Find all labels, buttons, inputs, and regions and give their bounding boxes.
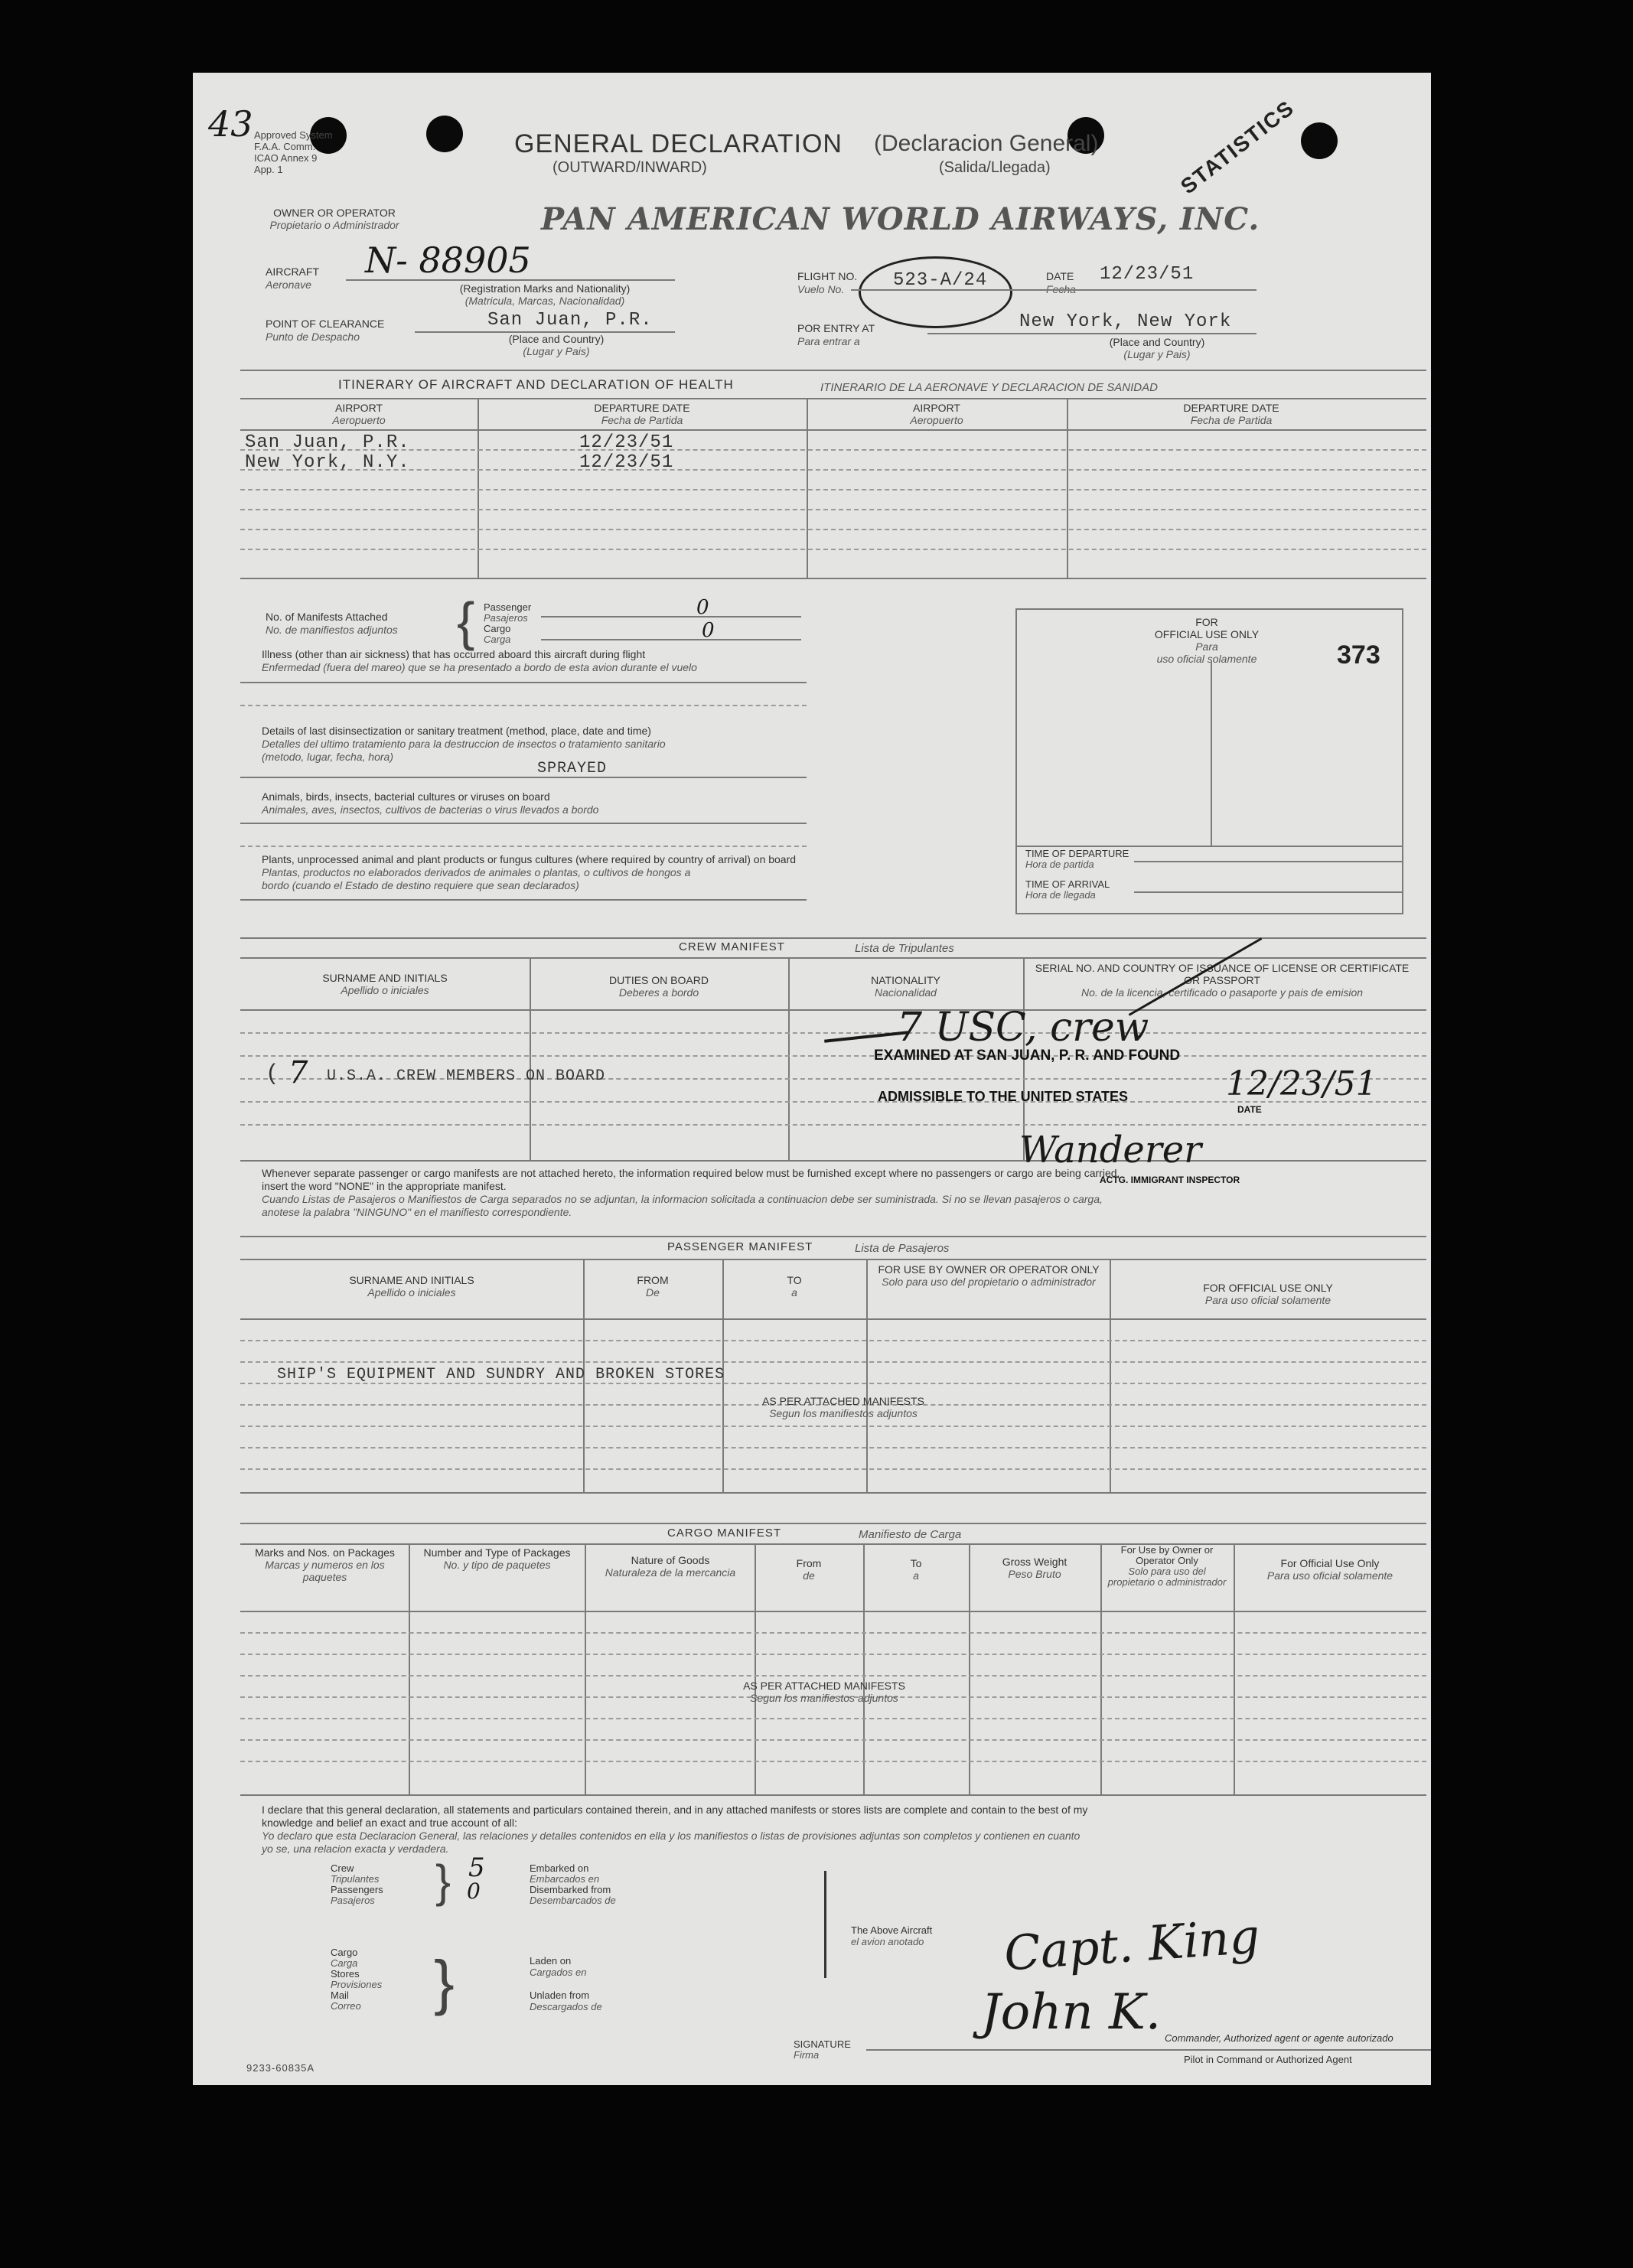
crew-total-label: Crew Tripulantes Passengers Pasajeros <box>331 1862 383 1906</box>
immigration-signature: Wanderer <box>1019 1129 1202 1171</box>
official-use-heading: FOR OFFICIAL USE ONLY Para uso oficial solamente <box>1154 616 1260 665</box>
crew-row-line <box>240 1124 1426 1126</box>
section-rule <box>240 1523 1426 1524</box>
aircraft-value: N- 88905 <box>365 240 531 281</box>
form-subtitle-es: (Salida/Llegada) <box>939 159 1051 176</box>
pax-entry: SHIP'S EQUIPMENT AND SUNDRY AND BROKEN STORES <box>277 1366 725 1383</box>
pax-to-header: TO a <box>787 1274 802 1299</box>
manifest-line <box>541 639 801 640</box>
cargo-col-divider <box>585 1543 586 1794</box>
pax-row-line <box>240 1426 1426 1427</box>
cargo-col-divider <box>1100 1543 1102 1794</box>
cargo-attached: AS PER ATTACHED MANIFESTS Segun los manifiestos adjuntos <box>743 1680 905 1704</box>
date-value: 12/23/51 <box>1100 264 1195 285</box>
form-number: 9233-60835A <box>246 2062 315 2074</box>
flight-circle <box>859 256 1012 328</box>
cargo-row-line <box>240 1739 1426 1741</box>
pax-row-line <box>240 1468 1426 1470</box>
itin-row-line <box>240 489 1426 490</box>
cargo-row-line <box>240 1675 1426 1677</box>
itin-airport-header: AIRPORT Aeropuerto <box>332 402 386 426</box>
cargo-row-line <box>240 1632 1426 1634</box>
itin-row-line <box>240 578 1426 579</box>
health-line <box>240 846 807 847</box>
cargo-nature-header: Nature of Goods Naturaleza de la mercancia <box>605 1554 736 1579</box>
manifests-types: Passenger Pasajeros Cargo Carga <box>484 601 532 645</box>
manifest-cargo-value: 0 <box>702 619 715 642</box>
health-line <box>240 682 807 683</box>
crew-total-value: 5 <box>468 1853 485 1883</box>
crew-row-line <box>240 1032 1426 1034</box>
cargo-row-line <box>240 1611 1426 1612</box>
immigration-stamp-line2: ADMISSIBLE TO THE UNITED STATES <box>878 1089 1129 1104</box>
cargo-row-line <box>240 1718 1426 1719</box>
signature-line <box>866 2049 1431 2051</box>
manifest-line <box>541 616 801 618</box>
punch-hole <box>426 116 463 152</box>
owner-value: PAN AMERICAN WORLD AIRWAYS, INC. <box>541 201 1260 237</box>
pax-official-header: FOR OFFICIAL USE ONLY Para uso oficial solamente <box>1203 1282 1333 1306</box>
signature-caption-2: Pilot in Command or Authorized Agent <box>1184 2054 1352 2065</box>
pax-row-line <box>240 1318 1426 1320</box>
cargo-weight-header: Gross Weight Peso Bruto <box>1002 1556 1067 1580</box>
itin-row-date: 12/23/51 <box>579 432 674 453</box>
itin-row-line <box>240 449 1426 451</box>
statistics-stamp: STATISTICS <box>1176 95 1299 199</box>
laden-labels: Laden on Cargados en Unladen from Descargados de <box>530 1955 602 2012</box>
official-rule <box>1134 891 1403 893</box>
manifest-notice: Whenever separate passenger or cargo manifests are not attached hereto, the information required below must be furnished except where no passengers or cargo are being carried, insert the word "NONE" in the appropriate manifest. Cuando Listas de Pasajeros o Manifiestos de Carga separados no se adjuntan, la informacion solicitada a continuacion debe ser suministrada. Si no se llevan pasajeros o carga, anotese la palabra "NINGUNO" en el manifiesto correspondiente. <box>262 1167 1120 1218</box>
pax-attached: AS PER ATTACHED MANIFESTS Segun los manifiestos adjuntos <box>762 1395 924 1419</box>
cargo-number-header: Number and Type of Packages No. y tipo de paquetes <box>423 1546 571 1571</box>
aircraft-line <box>346 279 675 281</box>
crew-nationality-header: NATIONALITY Nacionalidad <box>871 974 940 999</box>
manifests-brace: { <box>457 591 475 651</box>
immigration-stamp-line1: EXAMINED AT SAN JUAN, P. R. AND FOUND <box>874 1048 1181 1064</box>
disinsect-value: SPRAYED <box>537 760 608 777</box>
immigration-stamp-date: 12/23/51 <box>1226 1064 1377 1103</box>
form-title-es: (Declaracion General) <box>874 131 1099 156</box>
passenger-title: PASSENGER MANIFEST <box>667 1240 813 1253</box>
cargo-title: CARGO MANIFEST <box>667 1527 782 1540</box>
section-rule <box>240 398 1426 399</box>
totals-brace: } <box>435 1856 451 1907</box>
signature-label: SIGNATURE Firma <box>794 2038 851 2061</box>
owner-label: OWNER OR OPERATOR Propietario o Administrador <box>269 207 399 231</box>
declaration-form <box>193 73 1431 2085</box>
itinerary-title: ITINERARY OF AIRCRAFT AND DECLARATION OF HEALTH <box>338 377 734 392</box>
itin-departure-header: DEPARTURE DATE Fecha de Partida <box>594 402 690 426</box>
itin-row-airport: San Juan, P.R. <box>245 432 410 453</box>
itin-airport-header-2: AIRPORT Aeropuerto <box>910 402 963 426</box>
crew-serial-header: SERIAL NO. AND COUNTRY OF ISSUANCE OF LICENSE OR CERTIFICATE OR PASSPORT No. de la licencia, certificado o pasaporte y pais de emision <box>1035 962 1410 999</box>
pax-owner-header: FOR USE BY OWNER OR OPERATOR ONLY Solo para uso del propietario o administrador <box>878 1263 1100 1288</box>
entry-value: New York, New York <box>1019 311 1232 332</box>
crew-row-line <box>240 1160 1426 1162</box>
illness-label: Illness (other than air sickness) that has occurred aboard this aircraft during flight Enfermedad (fuera del mareo) que se ha presentado a bordo de esta avion durante el vuelo <box>262 648 697 673</box>
immigration-date-label: DATE <box>1237 1104 1262 1115</box>
flight-line <box>851 289 1257 291</box>
section-rule <box>240 1259 1426 1260</box>
section-rule <box>240 370 1426 371</box>
section-rule <box>240 1236 1426 1237</box>
pax-name-header: SURNAME AND INITIALS Apellido o iniciales <box>349 1274 474 1299</box>
crew-title: CREW MANIFEST <box>679 940 785 953</box>
pax-col-divider <box>866 1259 868 1492</box>
cargo-total-label: Cargo Carga Stores Provisiones Mail Correo <box>331 1947 383 2012</box>
official-rule <box>1134 861 1403 862</box>
flight-label: FLIGHT NO. Vuelo No. <box>797 270 858 295</box>
crew-row-line <box>240 1055 1426 1057</box>
form-subtitle: (OUTWARD/INWARD) <box>552 159 707 176</box>
health-line <box>240 899 807 901</box>
itin-col-divider <box>807 398 808 578</box>
departure-time-label: TIME OF DEPARTURE Hora de partida <box>1025 848 1129 870</box>
pax-row-line <box>240 1492 1426 1494</box>
entry-label: POR ENTRY AT Para entrar a <box>797 322 875 347</box>
itin-row-date: 12/23/51 <box>579 452 674 473</box>
crew-duties-header: DUTIES ON BOARD Deberes a bordo <box>609 974 709 999</box>
itin-row-line <box>240 529 1426 530</box>
itin-row-airport: New York, N.Y. <box>245 452 410 473</box>
clearance-label: POINT OF CLEARANCE Punto de Despacho <box>266 318 385 343</box>
cargo-row-line <box>240 1794 1426 1796</box>
health-line <box>240 777 807 778</box>
official-rule <box>1015 846 1403 847</box>
animals-label: Animals, birds, insects, bacterial cultures or viruses on board Animales, aves, insectos, cultivos de bacterias o virus llevados a bordo <box>262 790 599 816</box>
entry-line <box>927 333 1257 334</box>
crew-name-header: SURNAME AND INITIALS Apellido o iniciales <box>322 972 448 996</box>
itin-col-divider <box>1067 398 1068 578</box>
itin-row-line <box>240 429 1426 431</box>
crew-title-es: Lista de Tripulantes <box>855 942 954 955</box>
health-line <box>240 823 807 824</box>
official-divider <box>1211 662 1212 846</box>
approval-note: Approved System F.A.A. Comm. ICAO Annex 9 App. 1 <box>254 129 333 175</box>
itin-row-line <box>240 549 1426 550</box>
official-number: 373 <box>1337 640 1380 670</box>
passenger-total-value: 0 <box>467 1879 481 1904</box>
section-rule <box>240 937 1426 939</box>
crew-entry-count: 7 <box>288 1055 308 1090</box>
captain-signature: John K. <box>981 1984 1162 2041</box>
date-label: DATE Fecha <box>1046 270 1076 295</box>
clearance-note: (Place and Country) (Lugar y Pais) <box>508 333 605 357</box>
cargo-row-line <box>240 1654 1426 1655</box>
captain-name: Capt. King <box>1002 1908 1262 1982</box>
crew-handwritten-note: 7 USC, crew <box>897 1005 1149 1051</box>
section-rule <box>240 1543 1426 1545</box>
section-rule <box>240 957 1426 959</box>
crew-entry-paren: ( <box>268 1060 275 1085</box>
cargo-marks-header: Marks and Nos. on Packages Marcas y numeros en los paquetes <box>255 1546 395 1583</box>
embark-labels: Embarked on Embarcados en Disembarked from Desembarcados de <box>530 1862 616 1906</box>
plants-label: Plants, unprocessed animal and plant products or fungus cultures (where required by country of arrival) on board Plantas, productos no elaborados derivados de animales o plantas, o cultivos de hongos a bordo (cuando el Estado de destino requiere que sean declarados) <box>262 853 797 891</box>
crew-entry-text: U.S.A. CREW MEMBERS ON BOARD <box>327 1067 606 1085</box>
itin-row-line <box>240 469 1426 471</box>
signature-caption-1: Commander, Authorized agent or agente autorizado <box>1165 2032 1393 2044</box>
itinerary-title-es: ITINERARIO DE LA AERONAVE Y DECLARACION DE SANIDAD <box>820 381 1158 394</box>
cargo-row-line <box>240 1761 1426 1762</box>
immigration-inspector-label: ACTG. IMMIGRANT INSPECTOR <box>1100 1175 1240 1185</box>
pax-row-line <box>240 1447 1426 1448</box>
itin-departure-header-2: DEPARTURE DATE Fecha de Partida <box>1183 402 1279 426</box>
pax-row-line <box>240 1340 1426 1341</box>
signature-divider <box>824 1871 826 1978</box>
cargo-col-divider <box>1234 1543 1235 1794</box>
health-line <box>240 705 807 706</box>
punch-hole <box>1301 122 1338 159</box>
itin-row-line <box>240 509 1426 510</box>
aircraft-note: (Registration Marks and Nationality) (Matricula, Marcas, Nacionalidad) <box>459 282 631 307</box>
flight-value: 523-A/24 <box>893 270 988 291</box>
cargo-to-header: To a <box>910 1557 922 1582</box>
crew-row-line <box>240 1009 1426 1011</box>
above-aircraft-label: The Above Aircraft el avion anotado <box>851 1924 933 1947</box>
pax-from-header: FROM De <box>637 1274 669 1299</box>
itin-col-divider <box>478 398 479 578</box>
manifests-label: No. of Manifests Attached No. de manifiestos adjuntos <box>266 611 398 636</box>
cargo-title-es: Manifiesto de Carga <box>859 1528 962 1541</box>
passenger-title-es: Lista de Pasajeros <box>855 1242 950 1255</box>
totals-brace-2: } <box>434 1948 455 2016</box>
aircraft-label: AIRCRAFT Aeronave <box>266 266 319 291</box>
arrival-time-label: TIME OF ARRIVAL Hora de llegada <box>1025 878 1110 901</box>
disinsect-label: Details of last disinsectization or sanitary treatment (method, place, date and time) Detalles del ultimo tratamiento para la destruccion de insectos o tratamiento sanitario (metodo, lugar, fecha, hora) <box>262 725 666 763</box>
pax-row-line <box>240 1361 1426 1363</box>
entry-note: (Place and Country) (Lugar y Pais) <box>1109 336 1205 360</box>
cargo-official-header: For Official Use Only Para uso oficial solamente <box>1266 1557 1393 1582</box>
manifest-passenger-value: 0 <box>696 596 709 619</box>
clearance-value: San Juan, P.R. <box>487 310 653 331</box>
page-corner-number: 43 <box>208 103 253 145</box>
form-title: GENERAL DECLARATION <box>514 129 843 158</box>
cargo-owner-header: For Use by Owner or Operator Only Solo para uso del propietario o administrador <box>1107 1544 1227 1588</box>
cargo-col-divider <box>969 1543 970 1794</box>
cargo-from-header: From de <box>796 1557 822 1582</box>
declaration-text: I declare that this general declaration, all statements and particulars contained therein, and in any attached manifests or stores lists are complete and contain to the best of my knowledge and belief an exact and true account of all: Yo declaro que esta Declaracion General, las relaciones y detalles contenidos en ella y los manifiestos o listas de provisiones adjuntas son completos y contienen en cuanto yo se, una relacion exacta y verdadera. <box>262 1804 1088 1855</box>
cargo-col-divider <box>409 1543 410 1794</box>
